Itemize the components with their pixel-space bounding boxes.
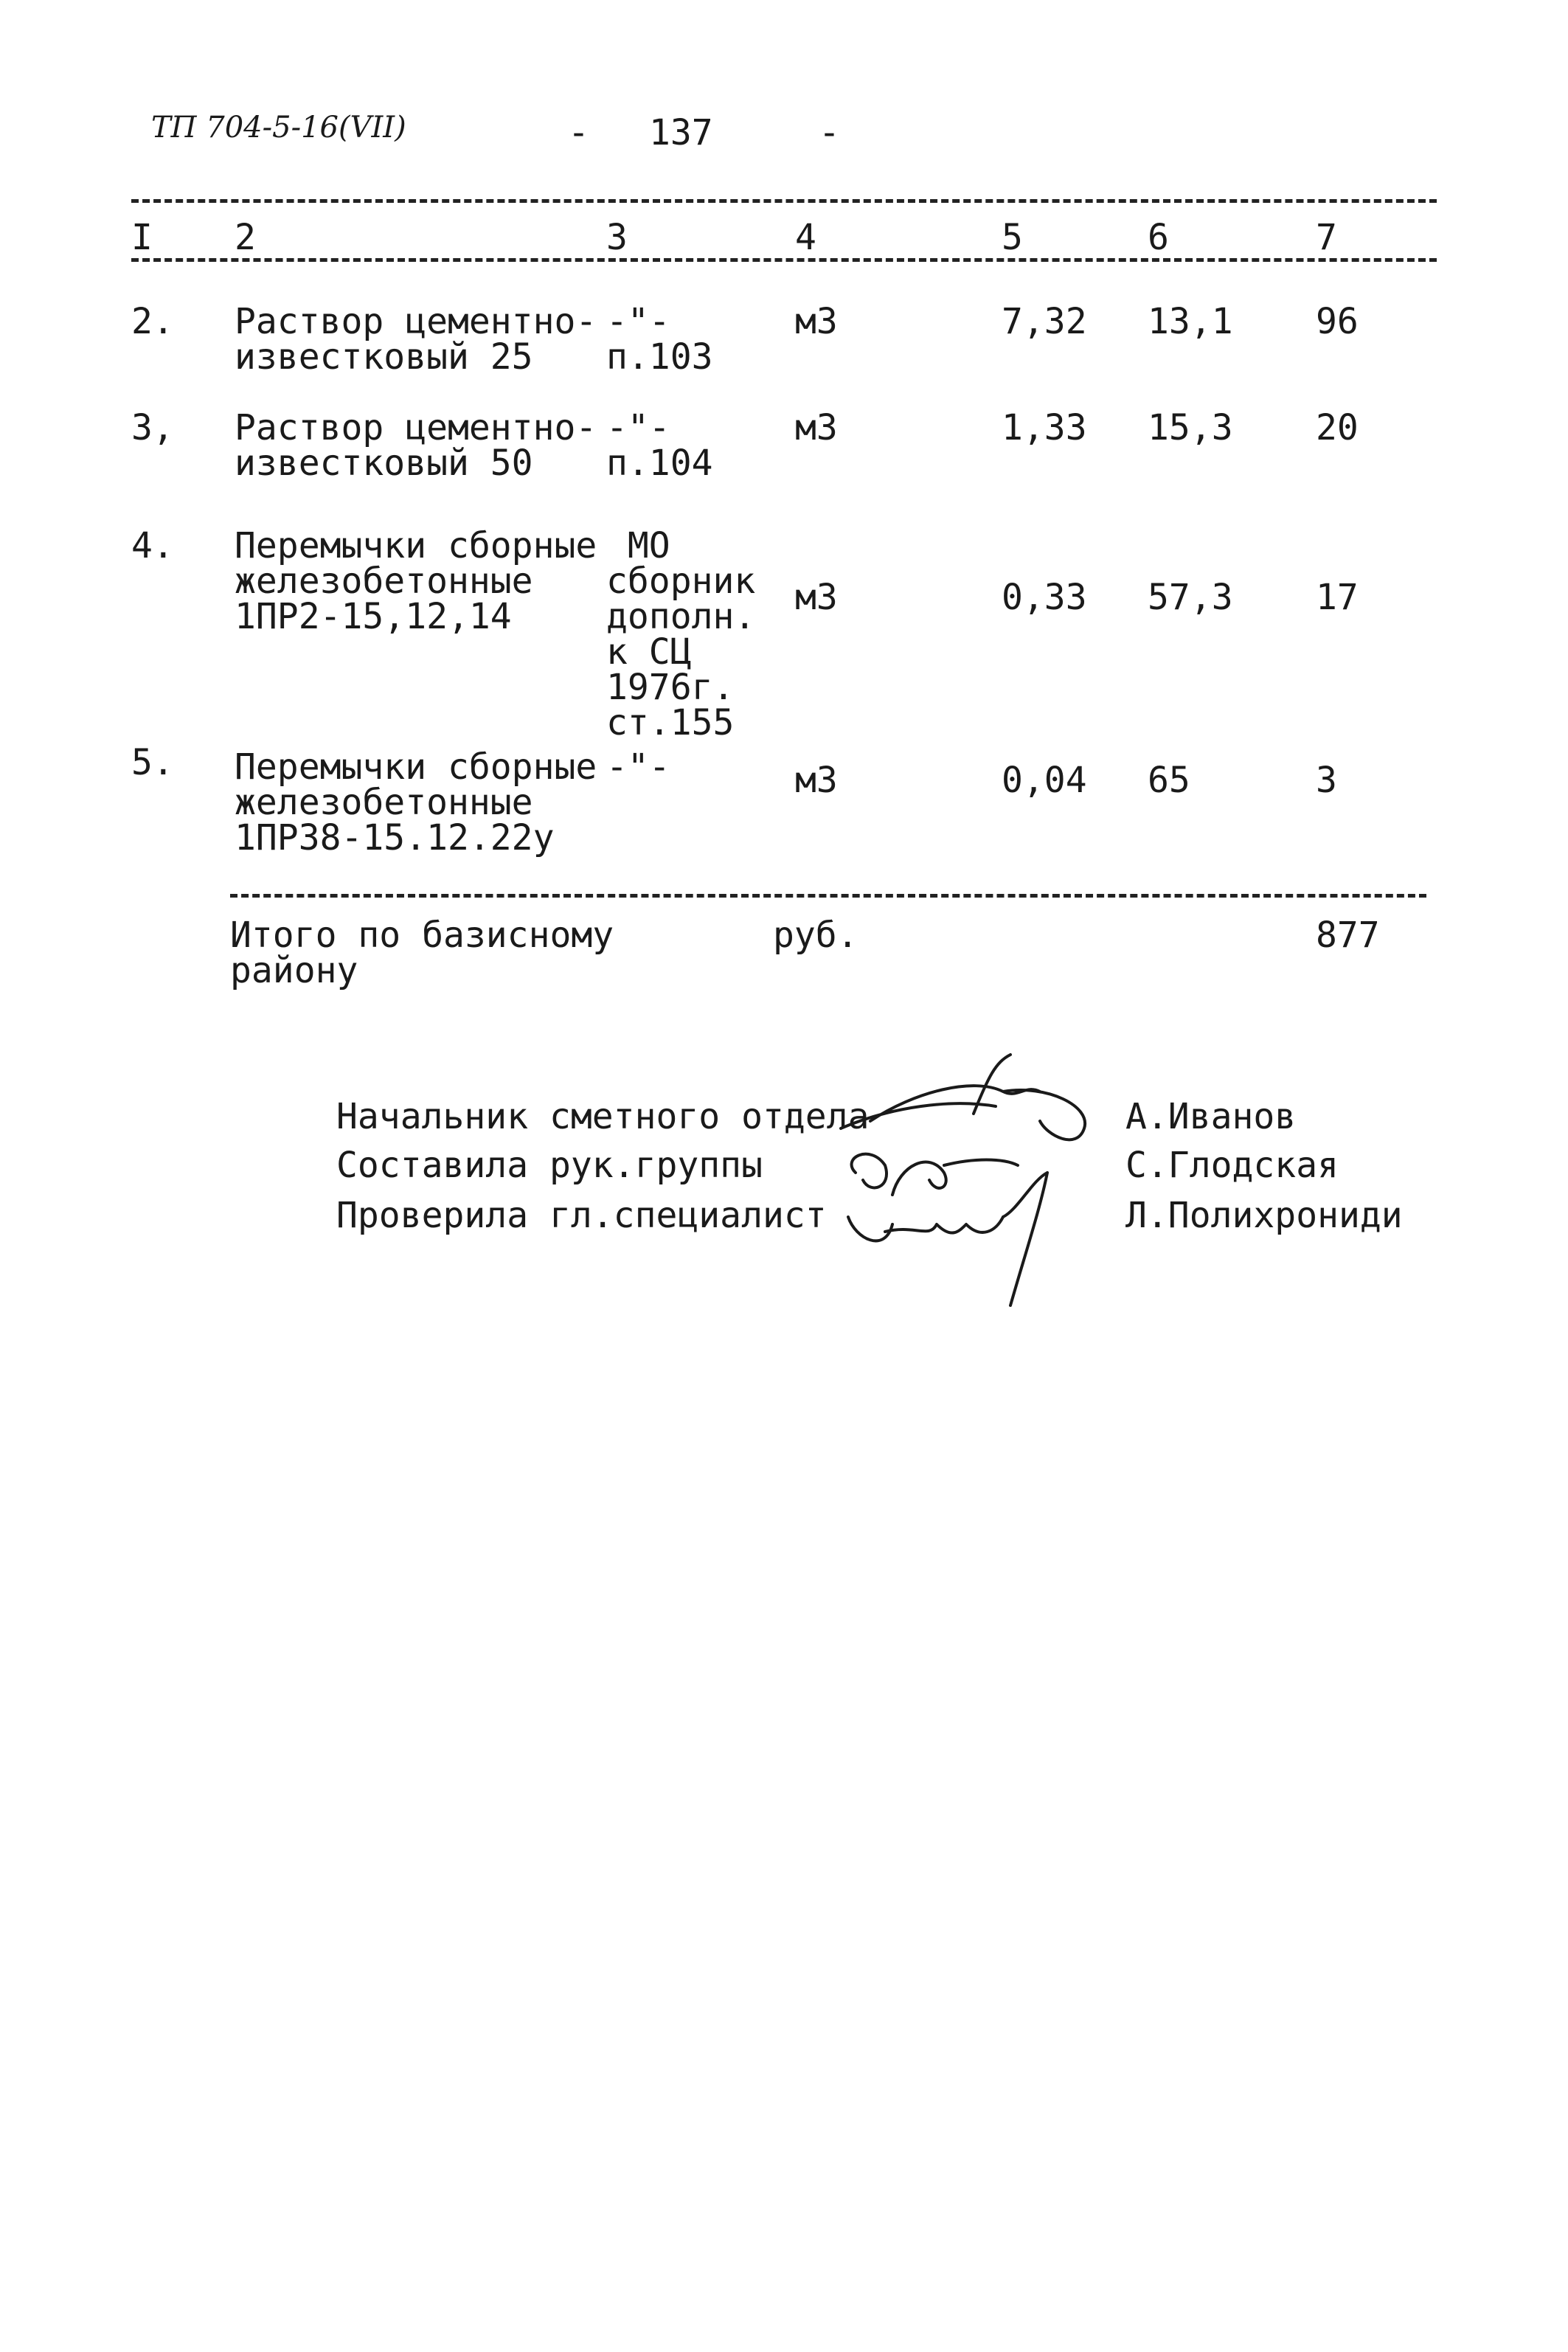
row-source-line: -"- [606,301,670,342]
row-unit: м3 [795,407,838,448]
row-total: 17 [1316,577,1359,618]
row-source-line: -"- [606,407,670,448]
column-header-6: 6 [1148,217,1169,258]
handwritten-signatures [826,1047,1106,1313]
total-unit: руб. [773,915,858,956]
row-number: 3, [131,407,174,448]
row-name-line: Раствор цементно- [235,407,597,448]
row-name-line: 1ПР2-15,12,14 [235,596,512,637]
signature-name: Л.Полихрониди [1125,1195,1403,1236]
row-source-line: -"- [606,746,670,788]
row-total: 3 [1316,760,1337,801]
column-header-3: 3 [606,217,628,258]
signature-role: Начальник сметного отдела [336,1096,870,1137]
dash-right: - [819,112,840,153]
signature-role: Составила рук.группы [336,1145,763,1186]
row-name-line: железобетонные [235,561,533,602]
row-unit: м3 [795,301,838,342]
table-top-rule [131,199,1437,203]
row-source-line: к СЦ [606,631,692,673]
row-price: 13,1 [1148,301,1233,342]
row-price: 57,3 [1148,577,1233,618]
row-price: 65 [1148,760,1190,801]
row-number: 4. [131,525,174,566]
row-name-line: Раствор цементно- [235,301,597,342]
row-total: 96 [1316,301,1359,342]
column-header-5: 5 [1002,217,1023,258]
row-source-line: п.103 [606,336,713,378]
row-number: 2. [131,301,174,342]
column-header-2: 2 [235,217,256,258]
row-name-line: Перемычки сборные [235,525,597,566]
row-unit: м3 [795,577,838,618]
column-header-1: I [131,217,153,258]
row-source-line: дополн. [606,596,756,637]
total-top-rule [230,894,1426,898]
row-source-line: МО [606,525,670,566]
signature-name: С.Глодская [1125,1145,1339,1186]
header-bottom-rule [131,258,1437,262]
row-name-line: железобетонные [235,782,533,823]
row-quantity: 7,32 [1002,301,1087,342]
row-name-line: 1ПР38-15.12.22у [235,817,555,858]
row-source-line: ст.155 [606,702,735,743]
dash-left: - [568,112,589,153]
column-header-7: 7 [1316,217,1337,258]
row-number: 5. [131,742,174,783]
row-total: 20 [1316,407,1359,448]
total-value: 877 [1316,915,1380,956]
row-name-line: Перемычки сборные [235,746,597,788]
row-name-line: известковый 25 [235,336,533,378]
row-source-line: сборник [606,561,756,602]
row-quantity: 0,04 [1002,760,1087,801]
column-header-4: 4 [795,217,816,258]
document-code: ТП 704-5-16(VII) [151,111,406,145]
page-number: 137 [649,112,713,153]
row-source-line: 1976г. [606,667,735,708]
row-source-line: п.104 [606,443,713,484]
total-label-line: району [230,950,358,991]
row-quantity: 0,33 [1002,577,1087,618]
row-name-line: известковый 50 [235,443,533,484]
signature-role: Проверила гл.специалист [336,1195,827,1236]
total-label-line: Итого по базисному [230,915,614,956]
signature-name: А.Иванов [1125,1096,1297,1137]
row-price: 15,3 [1148,407,1233,448]
row-quantity: 1,33 [1002,407,1087,448]
row-unit: м3 [795,760,838,801]
